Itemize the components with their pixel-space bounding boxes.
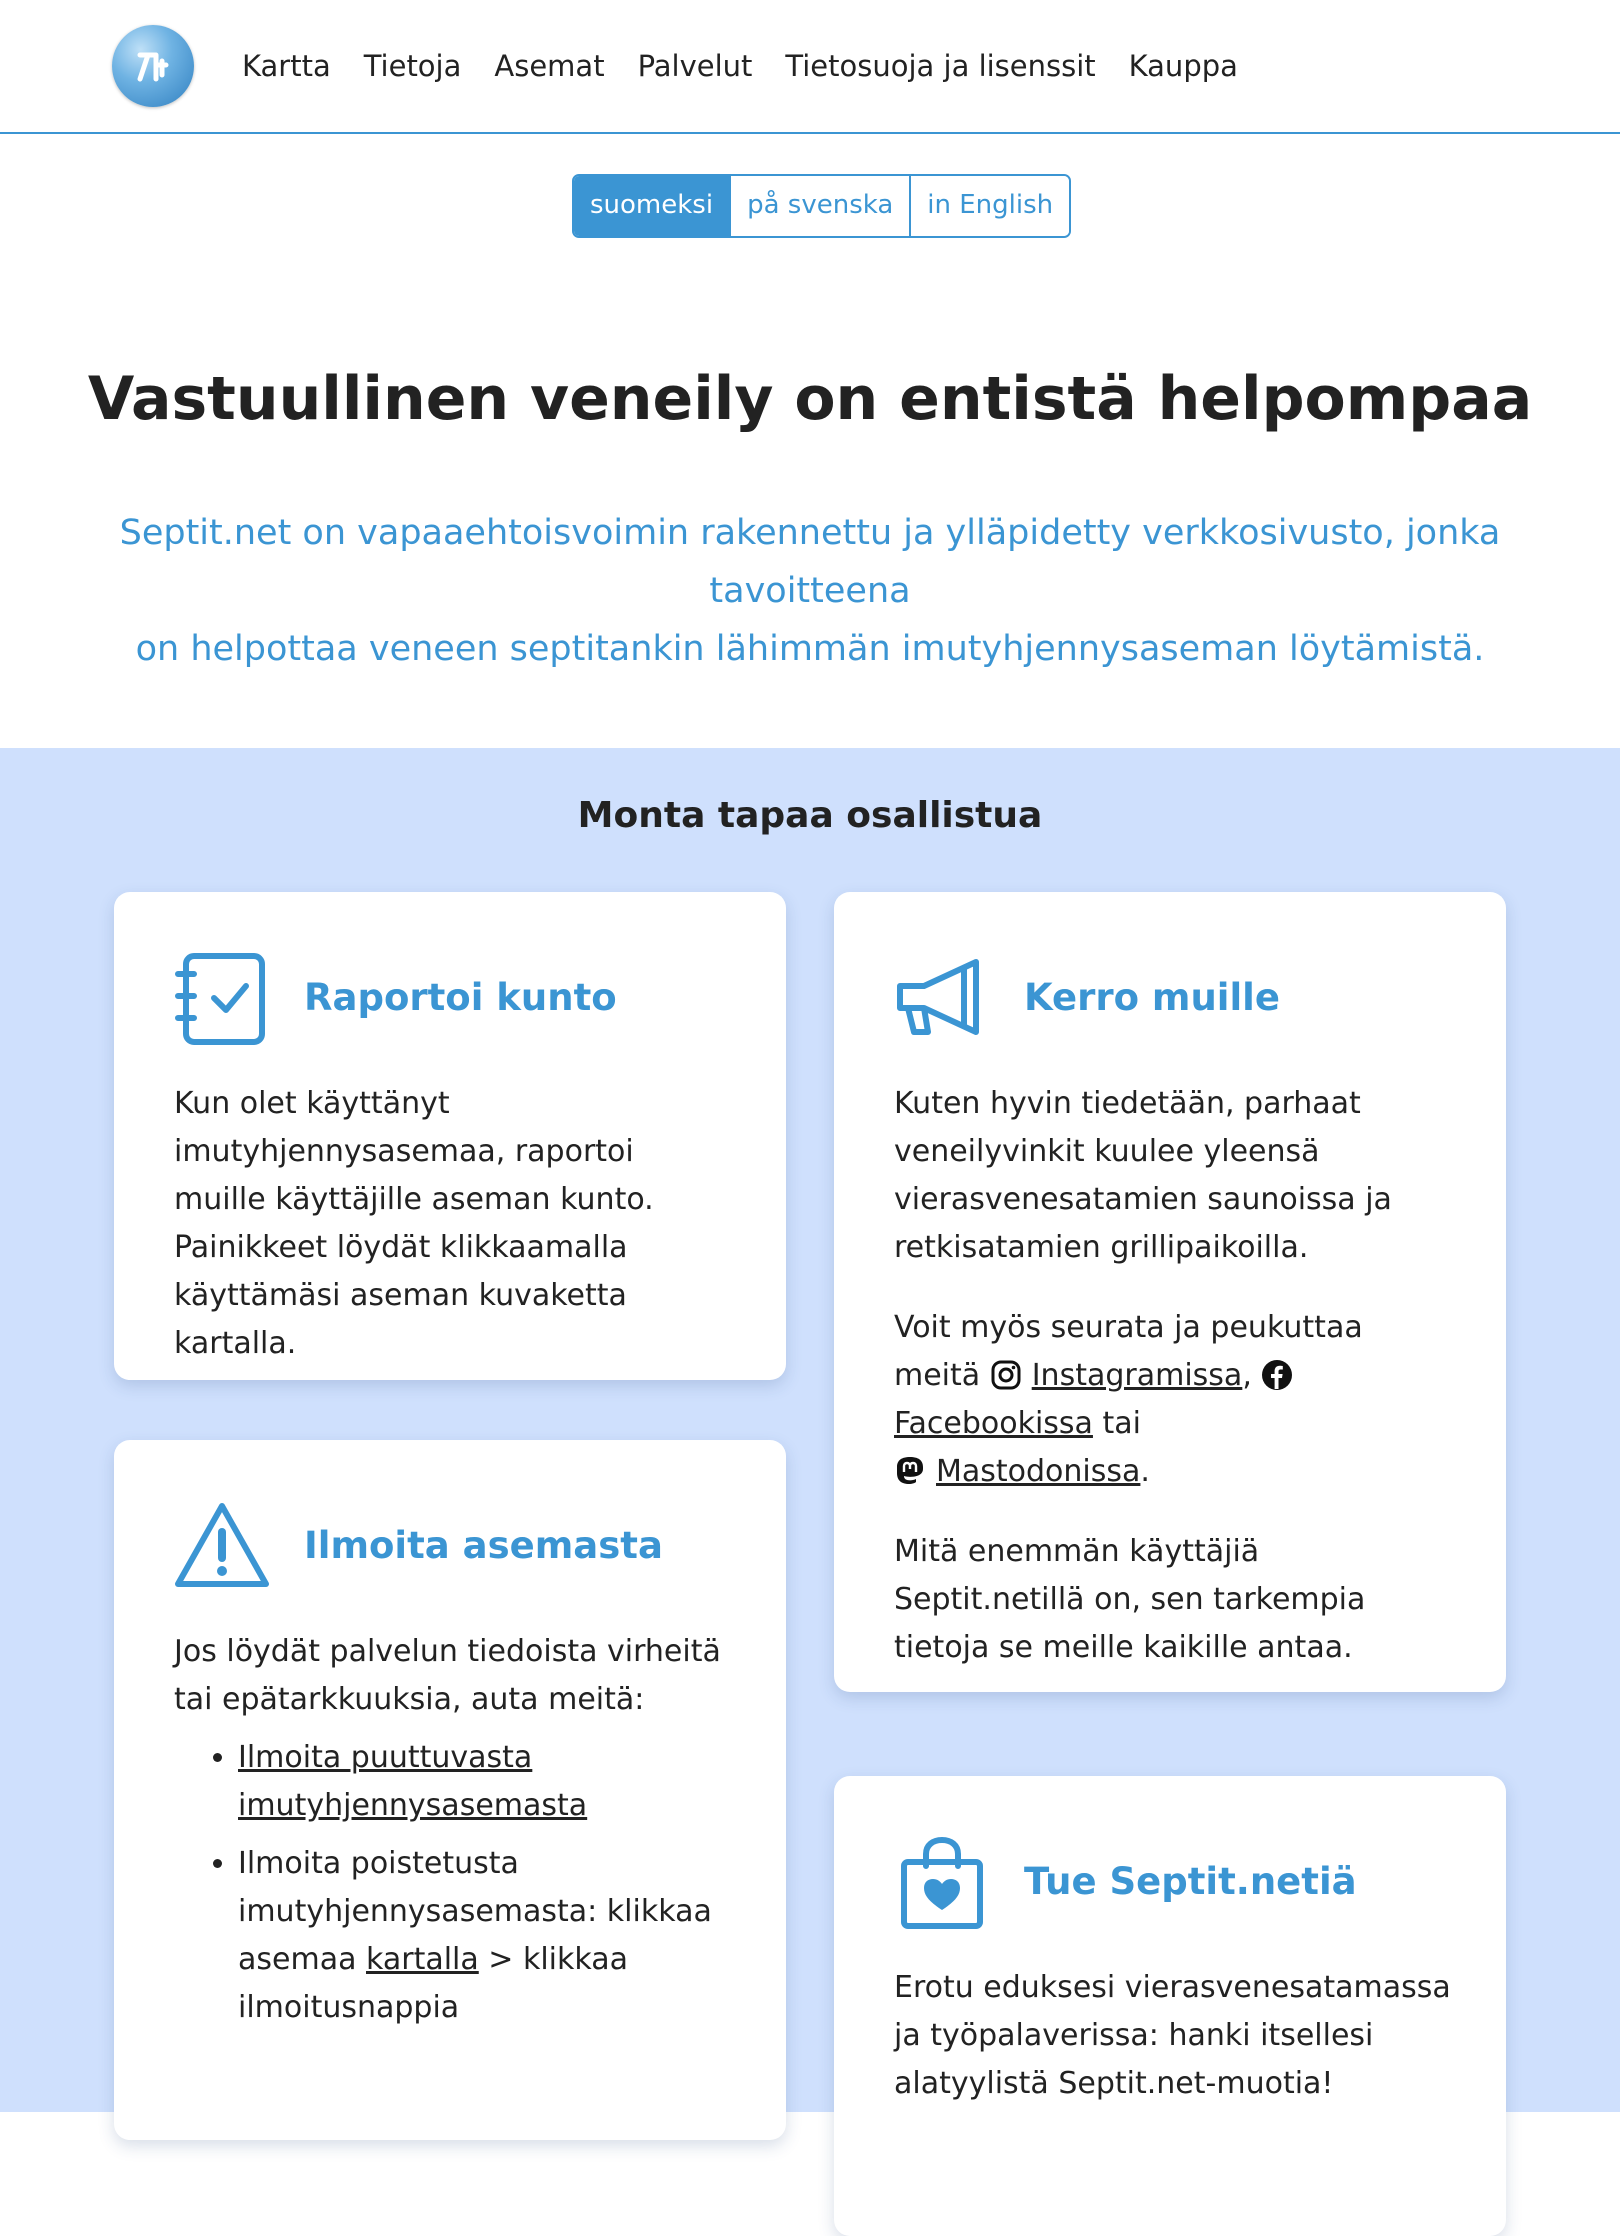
nav-item-tietosuoja[interactable]: Tietosuoja ja lisenssit: [785, 49, 1096, 83]
card-support: [834, 1776, 1506, 2236]
page-subtitle: [20, 504, 1600, 678]
card-text: Kuten hyvin tiedetään, parhaat veneilyvinkit kuulee yleensä vierasvenesatamien saunoissa ja retkisatamien grillipaikoilla.: [894, 1086, 1392, 1265]
nav-item-kartta[interactable]: Kartta: [242, 49, 331, 83]
list-item: [238, 1734, 734, 1830]
logo-mark-icon: [112, 25, 194, 107]
nav-item-palvelut[interactable]: Palvelut: [637, 49, 753, 83]
list-item-text: > klikkaa ilmoitusnappia: [238, 1942, 629, 2025]
nav-item-kauppa[interactable]: Kauppa: [1128, 49, 1238, 83]
mastodon-icon: [894, 1454, 926, 1486]
separator-text: ,: [1242, 1358, 1252, 1393]
page-title: Vastuullinen veneily on entistä helpompaa: [87, 364, 1533, 434]
card-title: Raportoi kunto: [304, 976, 617, 1019]
list-item-text: Ilmoita poistetusta imutyhjennysasemasta: klikkaa asemaa: [238, 1846, 712, 1977]
card-text: Erotu eduksesi vierasvenesatamassa ja työpalaverissa: hanki itsellesi alatyylistä Septit.net-muotia!: [894, 1970, 1451, 2101]
shopping-bag-heart-icon: [894, 1834, 990, 1930]
warning-icon: [174, 1498, 270, 1594]
list-item: [238, 1840, 734, 2032]
card-body: [894, 1080, 1454, 1704]
card-body: [174, 1080, 734, 1400]
subtitle-line-1: Septit.net on vapaaehtoisvoimin rakennettu ja ylläpidetty verkkosivusto, jonka tavoitteena: [119, 513, 1501, 611]
lang-finnish-button[interactable]: suomeksi: [574, 176, 729, 236]
card-header: [174, 950, 617, 1046]
social-paragraph: [894, 1304, 1454, 1496]
megaphone-icon: [894, 950, 990, 1046]
main-nav: [242, 44, 1271, 88]
nav-item-tietoja[interactable]: Tietoja: [363, 49, 462, 83]
separator-text: tai: [1092, 1406, 1141, 1441]
card-body: [174, 1628, 734, 2042]
card-title: Ilmoita asemasta: [304, 1524, 663, 1567]
card-intro: Jos löydät palvelun tiedoista virheitä tai epätarkkuuksia, auta meitä:: [174, 1634, 721, 1717]
lang-english-button[interactable]: in English: [909, 176, 1069, 236]
facebook-icon: [1261, 1358, 1293, 1390]
card-report-condition: [114, 892, 786, 1380]
instagram-link[interactable]: Instagramissa: [1031, 1358, 1243, 1393]
card-header: [174, 1498, 663, 1594]
site-logo[interactable]: [112, 25, 194, 107]
facebook-link[interactable]: Facebookissa: [894, 1406, 1093, 1441]
card-text: Kun olet käyttänyt imutyhjennysasemaa, raportoi muille käyttäjille aseman kunto. Painikkeet löydät klikkaamalla käyttämäsi aseman kuvaketta kartalla.: [174, 1086, 654, 1361]
report-options-list: [174, 1734, 734, 2032]
separator-text: .: [1140, 1454, 1150, 1489]
map-link[interactable]: kartalla: [366, 1942, 479, 1977]
card-text: Mitä enemmän käyttäjiä Septit.netillä on, sen tarkempia tietoja se meille kaikille antaa.: [894, 1534, 1366, 1665]
subtitle-line-2: on helpottaa veneen septitankin lähimmän imutyhjennysaseman löytämistä.: [135, 629, 1485, 669]
section-title: Monta tapaa osallistua: [577, 795, 1043, 836]
social-intro: Voit myös seurata ja peukuttaa meitä: [894, 1310, 1363, 1393]
card-title: Kerro muille: [1024, 976, 1280, 1019]
report-missing-station-link[interactable]: Ilmoita puuttuvasta imutyhjennysasemasta: [238, 1740, 588, 1823]
language-switcher: [572, 174, 1071, 238]
nav-item-asemat[interactable]: Asemat: [494, 49, 605, 83]
instagram-icon: [990, 1358, 1022, 1390]
card-report-station: [114, 1440, 786, 2140]
participate-section: [0, 748, 1620, 2112]
card-title: Tue Septit.netiä: [1024, 1860, 1357, 1903]
mastodon-link[interactable]: Mastodonissa: [936, 1454, 1141, 1489]
card-header: [894, 950, 1280, 1046]
site-header: [0, 0, 1620, 134]
card-header: [894, 1834, 1357, 1930]
card-body: [894, 1964, 1474, 2140]
lang-swedish-button[interactable]: på svenska: [729, 176, 909, 236]
card-tell-others: [834, 892, 1506, 1692]
clipboard-check-icon: [174, 950, 270, 1046]
